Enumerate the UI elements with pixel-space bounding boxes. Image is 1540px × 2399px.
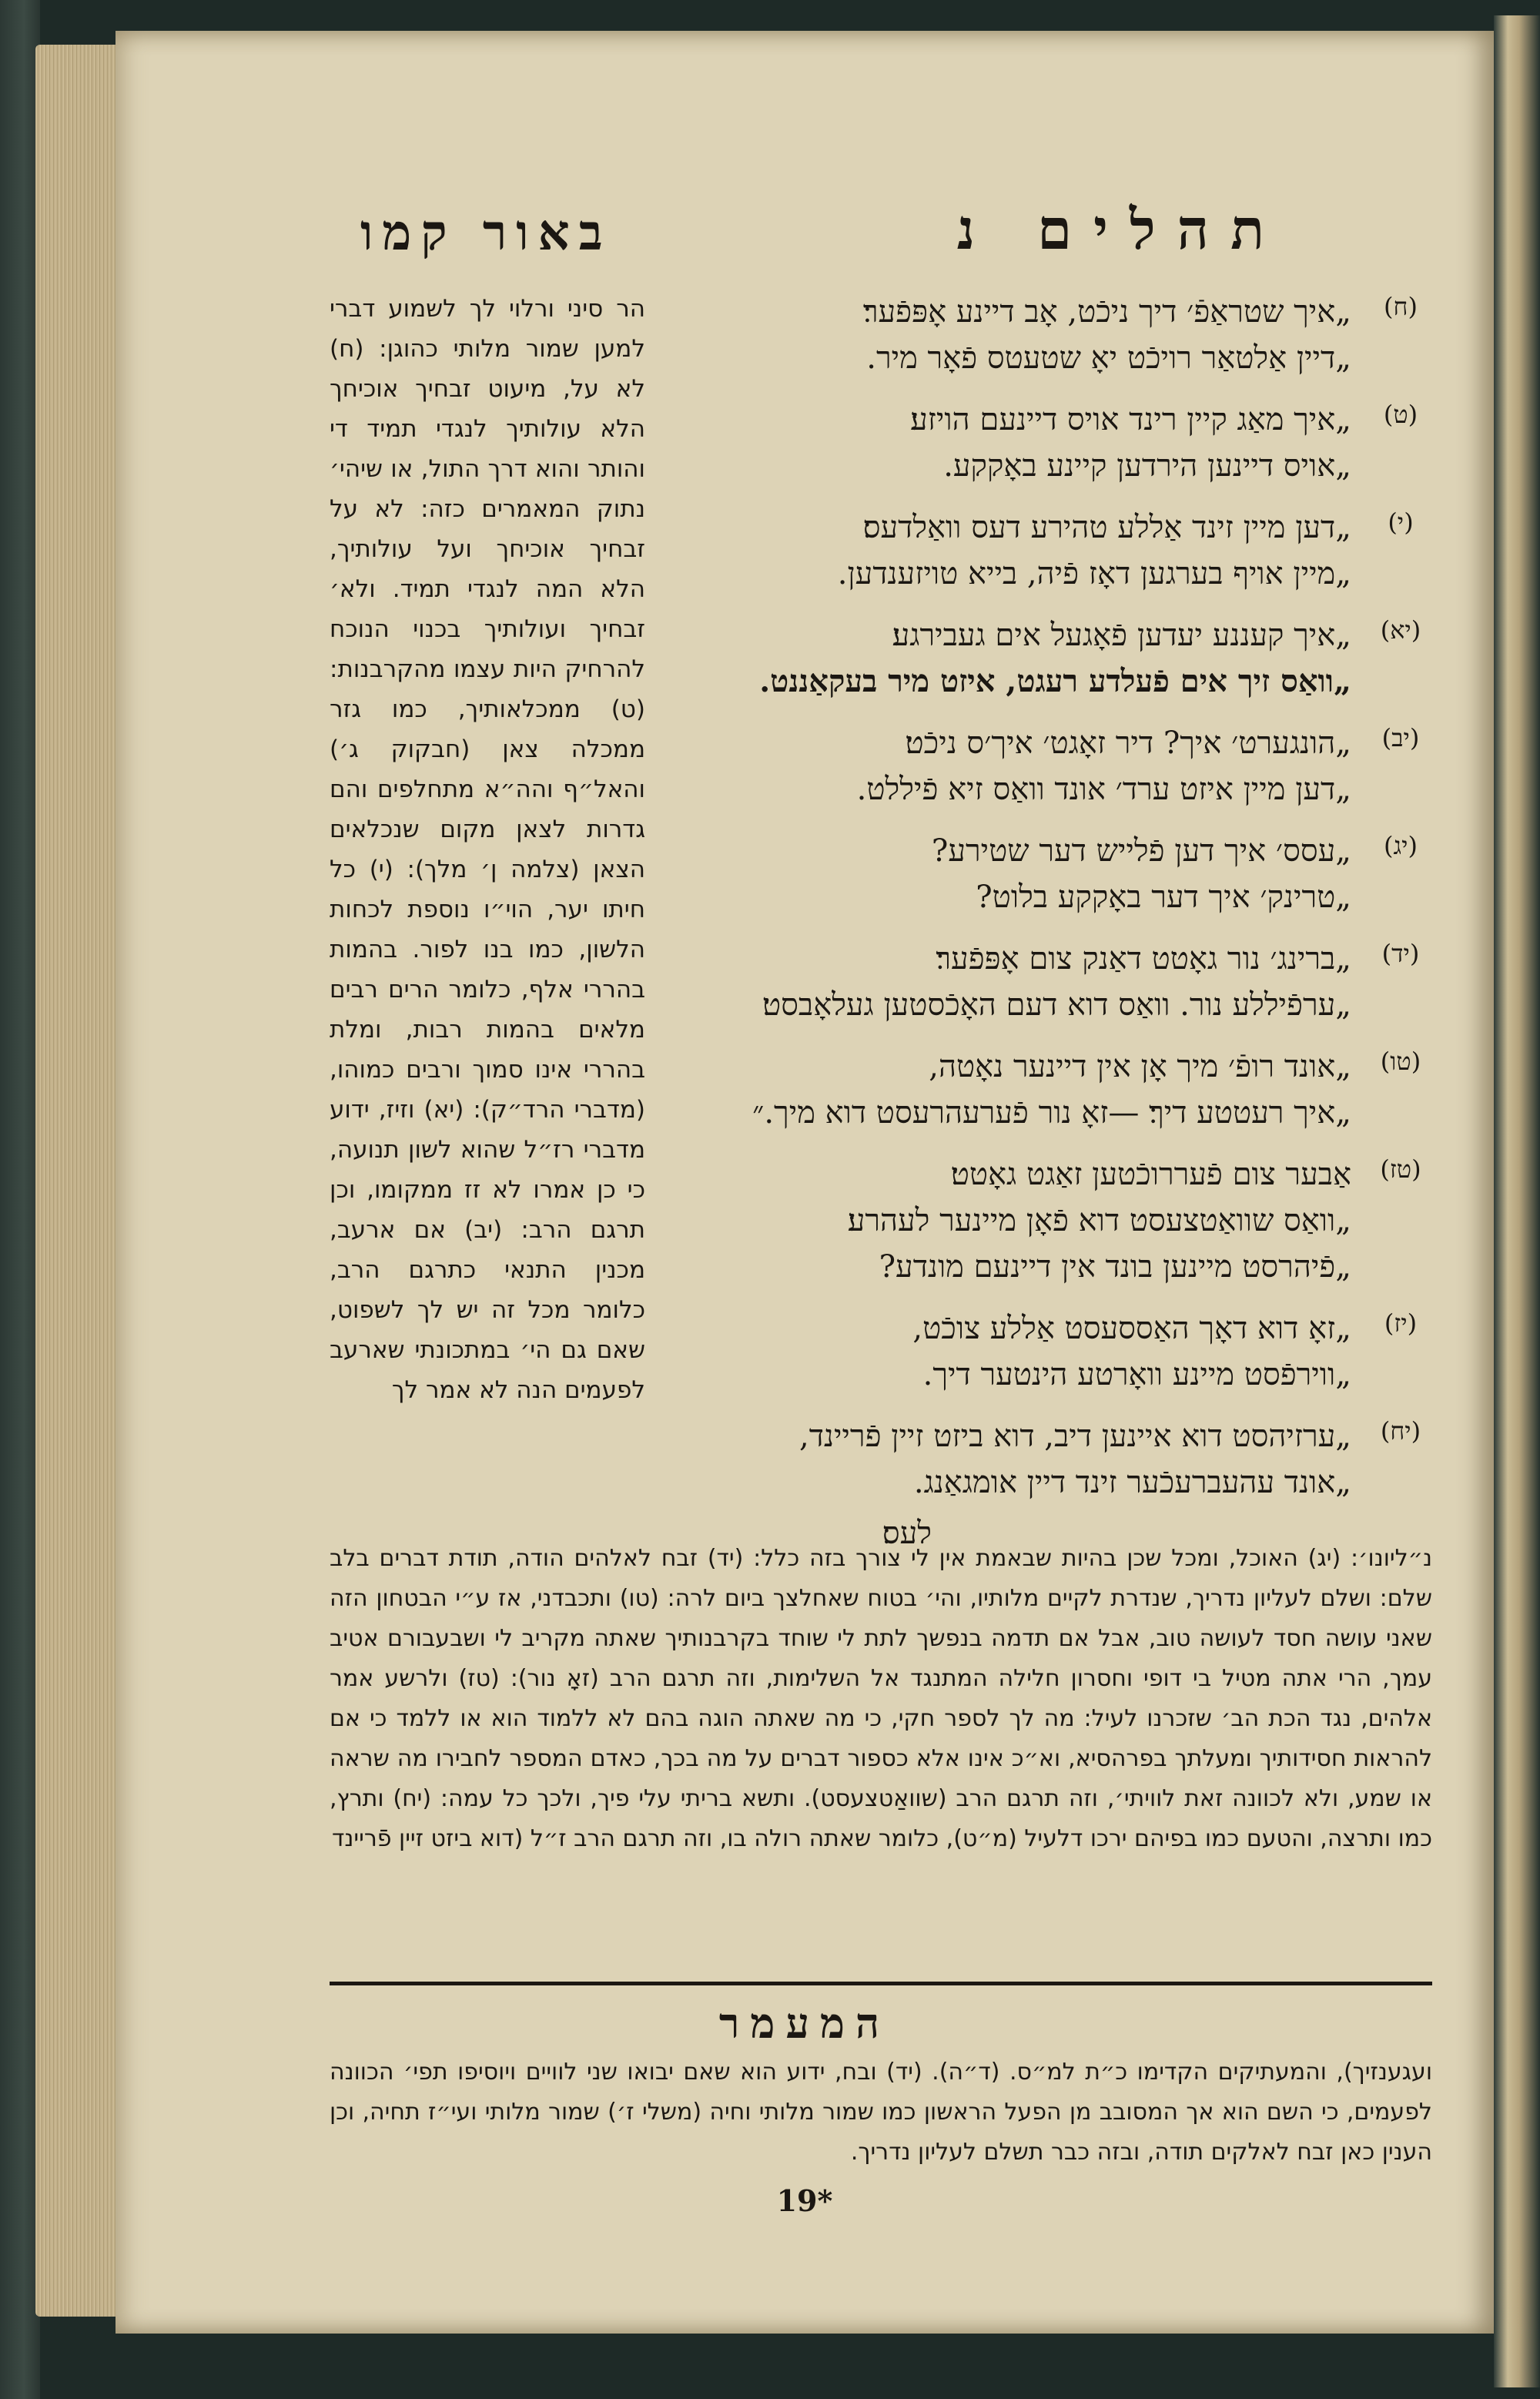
section-divider bbox=[330, 1982, 1432, 1985]
verse bbox=[678, 936, 1432, 1028]
verse bbox=[678, 1413, 1432, 1506]
verse-line: „איך רעטטע דיך׃ —זאָ נור פֿערעהרעסט דוא מיך.״ bbox=[752, 1095, 1351, 1131]
verse-line: „וואַס זיך אים פֿעלדע רעגט, איזט מיר בעקאַננט. bbox=[759, 663, 1351, 699]
verse-line: „מיין אויף בערגען דאָז פֿיה, בייא טויזענדען. bbox=[837, 556, 1351, 591]
verse-line: „זאָ דוא דאָך האַססעסט אַללע צוכֿט, bbox=[912, 1311, 1351, 1346]
verse-line: „דען מיין איזט ערד׳ אונד וואַס זיא פֿיללט. bbox=[856, 772, 1351, 807]
next-page-edge bbox=[1494, 15, 1540, 2387]
footnotes: נ״ליונו׳: (יג) האוכל, ומכל שכן בהיות שבאמת אין לי צורך בזה כלל: (יד) זבח לאלהים הודה, תודת דברים בלב שלם: ושלם לעליון נדריך, שנדרת לקיים מלותיו, והי׳ בטוח שאחלצך ביום לרה: (טו) ותכבדני, אז ע״י הבטחון הזה שאני עושה חסד לעושה טוב, אבל אם תדמה בנפשך לתת לי שוחד בקרבנותיך שאתה מקריב לי ושבעבורם אטיב עמך, הרי אתה מטיל בי דופי וחסרון חלילה המתנגד אל השלימות, וזה תרגם הרב (זאָ נור): (טז) ולרשע אמר אלהים, נגד הכת הב׳ שזכרנו לעיל: מה לך לספר חקי, כי מה שאתה הוגה בהם לא ללמוד הוא או ללמד כי אם להראות חסידותיך ומעלתך בפרהסיא, וא״כ אינו אלא כספור דברים על מה בכך, כאדם המספר לחבירו מה שראה או שמע, ולא לכוונה זאת לוויתי׳, וזה תרגם הרב (שוואַטצעסט). ותשא בריתי עלי פיך, ולכך כל עמה: (יח) ותרץ, כמו ותרצה, והטעם כמו בפיהם ירכו דלעיל (מ״ט), כלומר שאתה רולה בו, וזה תרגם הרב ז״ל (דוא ביזט זיין פֿריינד bbox=[330, 1545, 1432, 1852]
verse bbox=[678, 397, 1432, 489]
verse-line: „ערזיהסט דוא איינען דיב, דוא ביזט זיין פֿריינד, bbox=[798, 1419, 1351, 1454]
verse-line: „אויס דיינען הירדען קיינע באָקקע. bbox=[943, 448, 1351, 484]
verse-line: „ברינג׳ נור גאָטט דאַנק צום אָפּפֿער׃ bbox=[936, 941, 1351, 977]
verse-line: „אונד עהעברעכֿער זינד דיין אומגאַנג. bbox=[913, 1465, 1351, 1500]
verse-line: „דען מיין זינד אַללע טהירע דעס וואַלדעס׃ bbox=[862, 510, 1351, 545]
verse-line: „ווירפֿסט מיינע וואָרטע הינטער דיך. bbox=[922, 1357, 1351, 1392]
verse-number: (יב) bbox=[1381, 723, 1420, 752]
book-page bbox=[116, 31, 1494, 2334]
verse-number: (ט) bbox=[1383, 400, 1418, 429]
verse-number: (י) bbox=[1388, 508, 1414, 537]
verse bbox=[678, 612, 1432, 705]
verse-number: (יא) bbox=[1380, 615, 1421, 645]
verse-line: „ערפֿיללע נור. וואַס דוא דעם האָכֿסטען געלאָבסט׃ bbox=[762, 987, 1351, 1023]
verse-number: (טז) bbox=[1380, 1154, 1421, 1184]
page-title: תהלים נ bbox=[956, 196, 1286, 262]
verse-number: (יז) bbox=[1384, 1308, 1418, 1338]
verse-number: (יח) bbox=[1380, 1416, 1421, 1446]
verse-number: (יג) bbox=[1384, 831, 1418, 860]
verse-line: „אונד רופֿ׳ מיך אָן אין דיינער נאָטה, bbox=[929, 1049, 1351, 1084]
book-binding bbox=[0, 0, 40, 2399]
verse-line: „דיין אַלטאַר רויכֿט יאָ שטעטס פֿאָר מיר. bbox=[866, 340, 1351, 376]
poem-column bbox=[678, 289, 1432, 1556]
verse-line: „עסס׳ איך דען פֿלייש דער שטירע? bbox=[931, 833, 1351, 869]
verse-line: אַבער צום פֿעררוכֿטען זאַגט גאָטט׃ bbox=[950, 1157, 1351, 1192]
section-header: באור קמו bbox=[360, 204, 612, 262]
section-text: ועגענזיך), והמעתיקים הקדימו כ״ת למ״ס. (ד״ה). (יד) ובח, ידוע הוא שאם יבואו שני לוויים ויוסיפו תפי׳ הכוונה לפעמים, כי השם הוא אך המסובב מן הפעל הראשון כמו שמור מלותי וחיה (משלי ז׳) שמור מלותי ועי״ז תחיה, וכן הענין כאן זבח לאלקים תודה, ובזה כבר תשלם לעליון נדריך. bbox=[330, 2059, 1432, 2166]
verse bbox=[678, 1305, 1432, 1398]
verse bbox=[678, 828, 1432, 920]
verse-line: „וואַס שוואַטצעסט דוא פֿאָן מיינער לעהרע׃ bbox=[847, 1203, 1351, 1238]
verse bbox=[678, 1044, 1432, 1136]
verse-line: „איך שטראַפֿ׳ דיך ניכֿט, אָב דיינע אָפּפֿער׃ bbox=[862, 294, 1351, 330]
verse bbox=[678, 1151, 1432, 1290]
verse-number: (טו) bbox=[1380, 1047, 1421, 1076]
commentary-column: הר סיני ורלוי לך לשמוע דברי למען שמור מלותי כהוגן: (ח) לא על, מיעוט זבחיך אוכיחך הלא עולותיך לנגדי תמיד די והותר והוא דרך התול, או שיהי׳ נתוק המאמרים כזה: לא על זבחיך אוכיחך ועל עולותיך, הלא המה לנגדי תמיד. ולא׳ זבחיך ועולותיך בכנוי הנוכח להרחיק היות עצמו מהקרבנות: (ט) ממכלאותיך, כמו גזר ממכלה צאן (חבקוק ג׳) והאל״ף והה״א מתחלפים והם גדרות לצאן מקום שנכלאים הצאן (צלמה ן׳ מלך): (י) כל חיתו יער, הוי״ו נוספת לכחות הלשון, כמו בנו לפור. בהמות בהררי אלף, כלומר הרים רבים מלאים בהמות רבות, ומלת בהררי אינו סמוך ורבים כמוהו, (מדברי הרד״ק): (יא) וזיז, ידוע מדברי רז״ל שהוא לשון תנועה, כי כן אמרו לא זז ממקומו, וכן תרגם הרב: (יב) אם ארעב, מכנין התנאי כתרגם הרב, כלומר מכל זה יש לך לשפוט, שאם גם הי׳ במתכונתי שארעב לפעמים הנה לא אמר לך bbox=[330, 295, 645, 1404]
verse-line: „הונגערט׳ איך? דיר זאָגט׳ איך׳ס ניכֿט׃ bbox=[905, 725, 1351, 761]
verse-line: „איך מאַג קיין רינד אויס דיינעם הויזע׃ bbox=[910, 402, 1351, 437]
verse-line: „טרינק׳ איך דער באָקקע בלוט? bbox=[976, 880, 1351, 915]
page-edges bbox=[35, 45, 120, 2317]
verse bbox=[678, 720, 1432, 813]
section-title: המעמר bbox=[718, 1999, 891, 2048]
verse-number: (יד) bbox=[1381, 939, 1420, 968]
verse-number: (ח) bbox=[1384, 292, 1418, 321]
verse-signoff: לעס׃ bbox=[882, 1516, 932, 1551]
verse-line: „איך קעננע יעדען פֿאָגעל אים געבירגע׃ bbox=[892, 618, 1351, 653]
verse-line: „פֿיהרסט מיינען בונד אין דיינעם מונדע? bbox=[879, 1249, 1351, 1285]
verse bbox=[678, 504, 1432, 597]
verse bbox=[678, 289, 1432, 381]
printer-signature: 19* bbox=[776, 2183, 833, 2218]
